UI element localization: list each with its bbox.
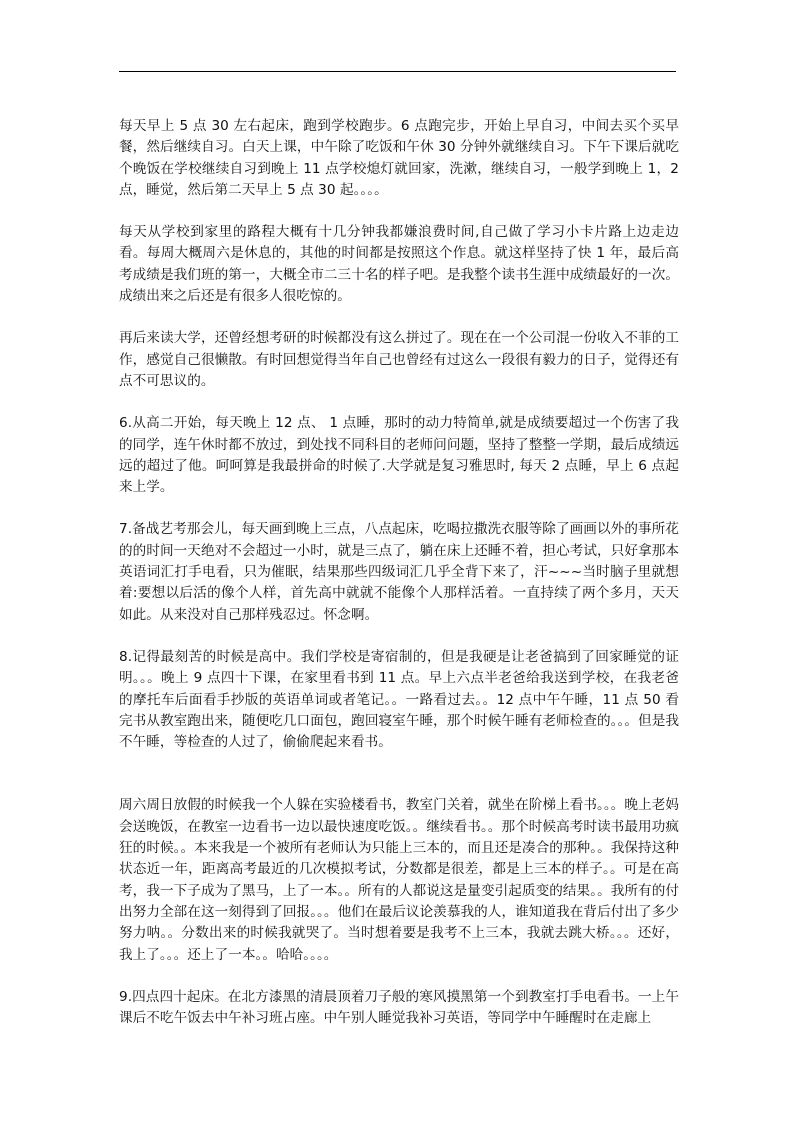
paragraph-6: 8.记得最刻苦的时候是高中。我们学校是寄宿制的，但是我硬是让老爸搞到了回家睡觉的证明。。。晚上 9 点四十下课，在家里看书到 11 点。早上六点半老爸给我送到学校，在我老爸的摩托车后面看手抄版的英语单词或者笔记。。一路看过去。。12 点中午午睡，11 点 50 看完书从教室跑出来，随便吃几口面包，跑回寝室午睡，那个时候午睡有老师检查的。。。但是我不午睡，等检查的人过了，偷偷爬起来看书。 bbox=[119, 648, 679, 751]
paragraph-1: 每天早上 5 点 30 左右起床，跑到学校跑步。6 点跑完步，开始上早自习，中间去买个买早餐，然后继续自习。白天上课，中午除了吃饭和午休 30 分钟外就继续自习。下午下课后就吃个晚饭在学校继续自习到晚上 11 点学校熄灯就回家，洗漱，继续自习，一般学到晚上 1，2 点，睡觉，然后第二天早上 5 点 30 起。。。。 bbox=[119, 118, 679, 198]
paragraph-5: 7.备战艺考那会儿，每天画到晚上三点，八点起床，吃喝拉撒洗衣服等除了画画以外的事所花的的时间一天绝对不会超过一小时，就是三点了，躺在床上还睡不着，担心考试，只好拿那本英语词汇打手电看，只为催眠，结果那些四级词汇几乎全背下来了，汗~~~当时脑子里就想着:要想以后活的像个人样，首先高中就就不能像个人那样活着。一直持续了两个多月，天天如此。从来没对自己那样残忍过。怀念啊。 bbox=[119, 521, 679, 623]
paragraph-7: 周六周日放假的时候我一个人躲在实验楼看书，教室门关着，就坐在阶梯上看书。。。晚上老妈会送晚饭，在教室一边看书一边以最快速度吃饭。。继续看书。。那个时候高考时读书最用功疯狂的时候。。本来我是一个被所有老师认为只能上三本的，而且还是凑合的那种。。我保持这种状态近一年，距离高考最近的几次模拟考试，分数都是很差，都是上三本的样子。。可是在高考，我一下子成为了黑马，上了一本。。所有的人都说这是量变引起质变的结果。。我所有的付出努力全部在这一刻得到了回报。。。他们在最后议论羡慕我的人，谁知道我在背后付出了多少努力呐。。分数出来的时候我就哭了。当时想着要是我考不上三本，我就去跳大桥。。。还好，我上了。。。还上了一本。。哈哈。。。。 bbox=[119, 797, 679, 963]
document-body bbox=[119, 116, 679, 1050]
paragraph-4: 6.从高二开始，每天晚上 12 点、 1 点睡，那时的动力特简单,就是成绩要超过一个伤害了我的同学，连午休时都不放过，到处找不同科目的老师问问题，坚持了整整一学期，最后成绩远远的超过了他。呵呵算是我最拼命的时候了.大学就是复习雅思时, 每天 2 点睡，早上 6 点起来上学。 bbox=[119, 415, 679, 496]
paragraph-2: 每天从学校到家里的路程大概有十几分钟我都嫌浪费时间,自己做了学习小卡片路上边走边看。每周大概周六是休息的，其他的时间都是按照这个作息。就这样坚持了快 1 年，最后高考成绩是我们班的第一，大概全市二三十名的样子吧。是我整个读书生涯中成绩最好的一次。成绩出来之后还是有很多人很吃惊的。 bbox=[119, 224, 679, 305]
paragraph-8: 9.四点四十起床。在北方漆黑的清晨顶着刀子般的寒风摸黑第一个到教室打手电看书。一上午课后不吃午饭去中午补习班占座。中午别人睡觉我补习英语，等同学中午睡醒时在走廊上 bbox=[119, 988, 679, 1027]
header-rule bbox=[119, 71, 676, 72]
paragraph-3: 再后来读大学，还曾经想考研的时候都没有这么拼过了。现在在一个公司混一份收入不菲的工作，感觉自己很懒散。有时回想觉得当年自己也曾经有过这么一段很有毅力的日子，觉得还有点不可思议的。 bbox=[119, 330, 679, 389]
